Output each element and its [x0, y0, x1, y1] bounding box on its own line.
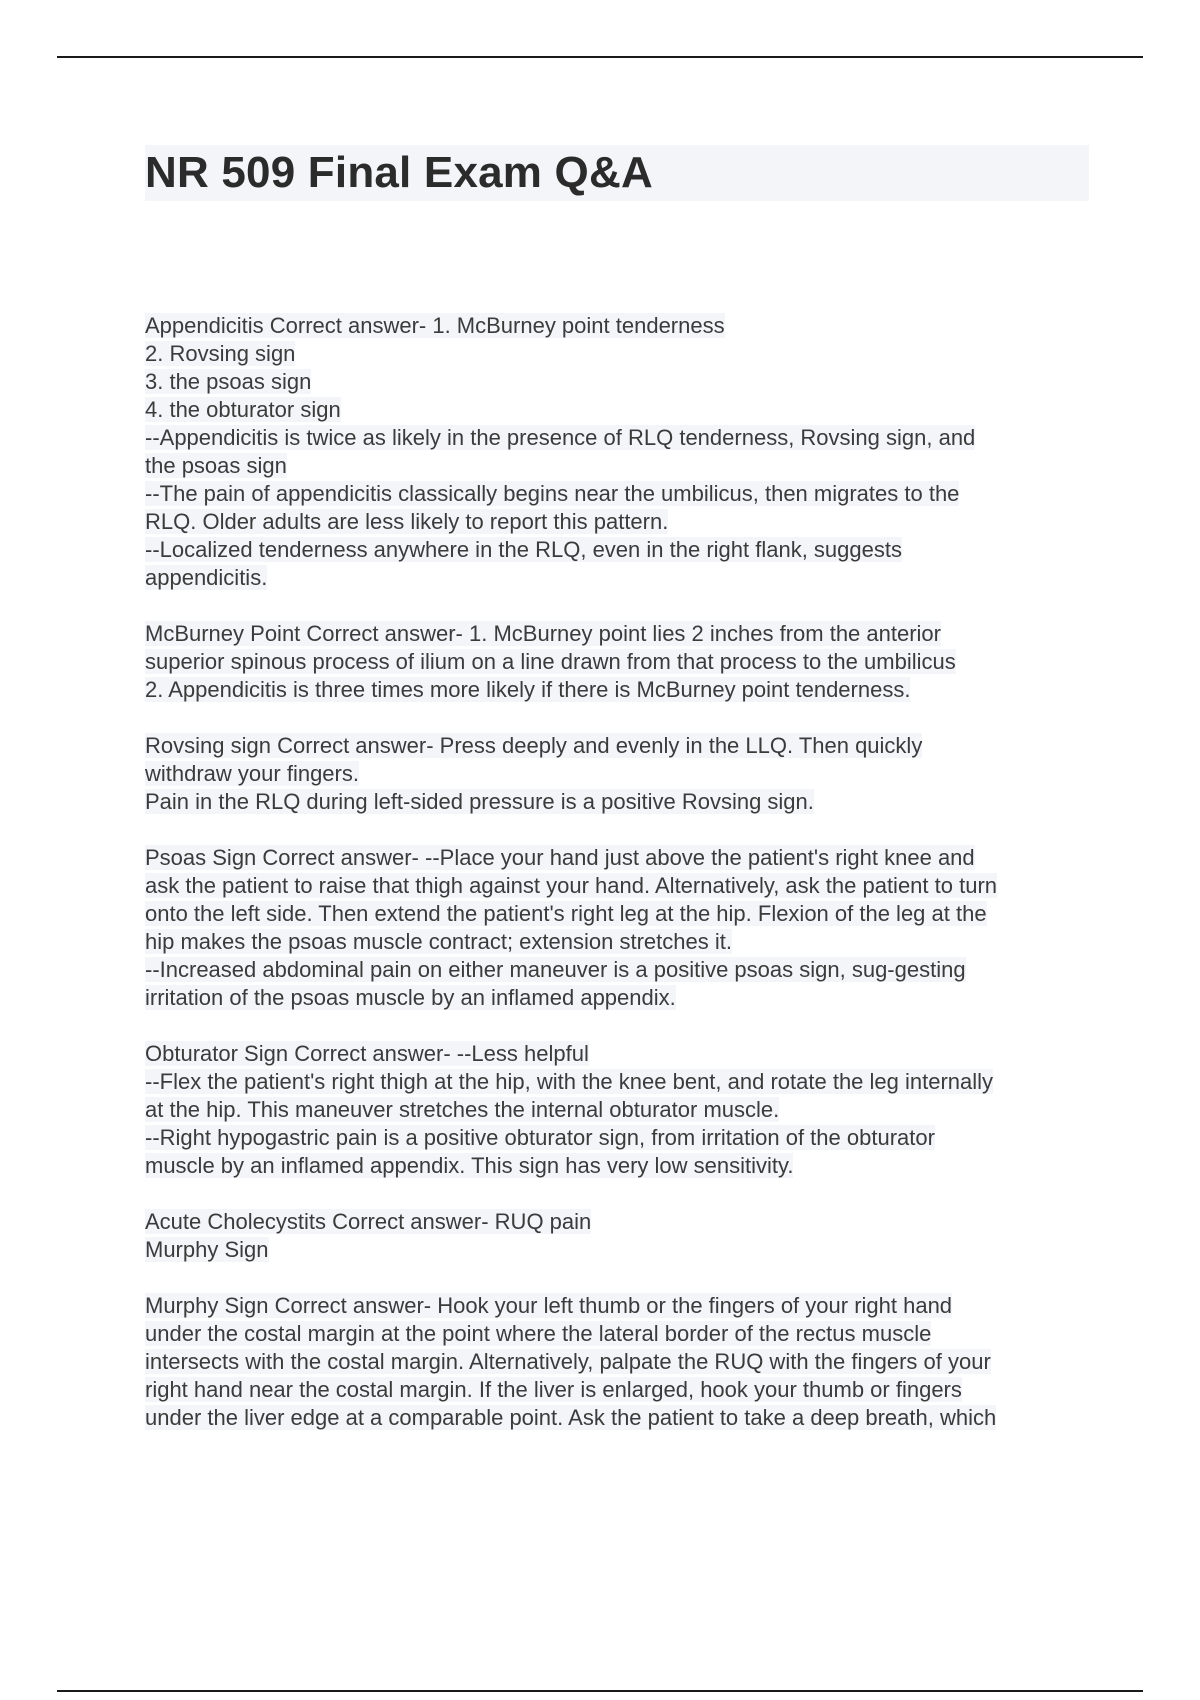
qa-line-text: ask the patient to raise that thigh against your hand. Alternatively, ask the patient to turn	[145, 873, 998, 898]
qa-entry-line	[145, 536, 1105, 564]
qa-line-text: right hand near the costal margin. If the liver is enlarged, hook your thumb or fingers	[145, 1377, 962, 1402]
qa-line-text: 2. Appendicitis is three times more likely if there is McBurney point tenderness.	[145, 677, 911, 702]
qa-entry-line	[145, 1236, 1105, 1264]
qa-line-text: --Increased abdominal pain on either maneuver is a positive psoas sign, sug-gesting	[145, 957, 966, 982]
qa-line-text: irritation of the psoas muscle by an inflamed appendix.	[145, 985, 676, 1010]
qa-line-text: the psoas sign	[145, 453, 287, 478]
qa-entry-line	[145, 1040, 1105, 1068]
qa-entry	[145, 312, 1105, 592]
qa-entry-line	[145, 1208, 1105, 1236]
qa-line-text: Acute Cholecystits Correct answer- RUQ pain	[145, 1209, 592, 1234]
qa-line-text: 2. Rovsing sign	[145, 341, 296, 366]
qa-line-text: Psoas Sign Correct answer- --Place your hand just above the patient's right knee and	[145, 845, 975, 870]
qa-line-text: Murphy Sign	[145, 1237, 269, 1262]
top-divider	[57, 56, 1143, 58]
qa-line-text: withdraw your fingers.	[145, 761, 359, 786]
qa-entry-line	[145, 844, 1105, 872]
qa-entry-line	[145, 368, 1105, 396]
qa-line-text: --Appendicitis is twice as likely in the presence of RLQ tenderness, Rovsing sign, and	[145, 425, 976, 450]
qa-line-text: Obturator Sign Correct answer- --Less helpful	[145, 1041, 589, 1066]
qa-line-text: superior spinous process of ilium on a line drawn from that process to the umbilicus	[145, 649, 956, 674]
qa-line-text: Murphy Sign Correct answer- Hook your left thumb or the fingers of your right hand	[145, 1293, 953, 1318]
qa-entry-line	[145, 984, 1105, 1012]
qa-line-text: under the costal margin at the point where the lateral border of the rectus muscle	[145, 1321, 932, 1346]
qa-entry	[145, 620, 1105, 704]
qa-entry	[145, 1040, 1105, 1180]
qa-entry	[145, 844, 1105, 1012]
qa-line-text: Appendicitis Correct answer- 1. McBurney point tenderness	[145, 313, 725, 338]
qa-entry	[145, 732, 1105, 816]
qa-entry-line	[145, 396, 1105, 424]
qa-entry	[145, 1208, 1105, 1264]
qa-line-text: RLQ. Older adults are less likely to report this pattern.	[145, 509, 669, 534]
qa-line-text: --Right hypogastric pain is a positive obturator sign, from irritation of the obturator	[145, 1125, 935, 1150]
qa-line-text: Rovsing sign Correct answer- Press deeply and evenly in the LLQ. Then quickly	[145, 733, 923, 758]
qa-entry-line	[145, 452, 1105, 480]
qa-entry-line	[145, 424, 1105, 452]
qa-content	[145, 312, 1105, 1460]
qa-line-text: under the liver edge at a comparable point. Ask the patient to take a deep breath, which	[145, 1405, 997, 1430]
qa-entry-line	[145, 620, 1105, 648]
qa-entry-line	[145, 648, 1105, 676]
qa-line-text: --Flex the patient's right thigh at the hip, with the knee bent, and rotate the leg internally	[145, 1069, 994, 1094]
qa-entry-line	[145, 1152, 1105, 1180]
qa-entry-line	[145, 480, 1105, 508]
qa-entry-line	[145, 1376, 1105, 1404]
qa-line-text: hip makes the psoas muscle contract; extension stretches it.	[145, 929, 732, 954]
qa-entry-line	[145, 872, 1105, 900]
qa-line-text: onto the left side. Then extend the patient's right leg at the hip. Flexion of the leg at the	[145, 901, 987, 926]
qa-entry-line	[145, 508, 1105, 536]
qa-entry	[145, 1292, 1105, 1432]
qa-line-text: --Localized tenderness anywhere in the RLQ, even in the right flank, suggests	[145, 537, 902, 562]
qa-entry-line	[145, 760, 1105, 788]
qa-line-text: intersects with the costal margin. Alternatively, palpate the RUQ with the fingers of your	[145, 1349, 991, 1374]
qa-entry-line	[145, 1292, 1105, 1320]
qa-line-text: McBurney Point Correct answer- 1. McBurney point lies 2 inches from the anterior	[145, 621, 941, 646]
qa-line-text: appendicitis.	[145, 565, 268, 590]
qa-entry-line	[145, 676, 1105, 704]
page-title: NR 509 Final Exam Q&A	[145, 148, 653, 197]
qa-line-text: Pain in the RLQ during left-sided pressure is a positive Rovsing sign.	[145, 789, 814, 814]
qa-entry-line	[145, 900, 1105, 928]
qa-line-text: 3. the psoas sign	[145, 369, 312, 394]
qa-entry-line	[145, 1096, 1105, 1124]
qa-entry-line	[145, 1124, 1105, 1152]
qa-entry-line	[145, 340, 1105, 368]
bottom-divider	[57, 1690, 1143, 1692]
qa-entry-line	[145, 732, 1105, 760]
qa-entry-line	[145, 1320, 1105, 1348]
qa-line-text: at the hip. This maneuver stretches the internal obturator muscle.	[145, 1097, 780, 1122]
qa-entry-line	[145, 928, 1105, 956]
qa-entry-line	[145, 1348, 1105, 1376]
qa-line-text: 4. the obturator sign	[145, 397, 341, 422]
qa-line-text: muscle by an inflamed appendix. This sign has very low sensitivity.	[145, 1153, 794, 1178]
qa-entry-line	[145, 312, 1105, 340]
qa-entry-line	[145, 1404, 1105, 1432]
qa-entry-line	[145, 1068, 1105, 1096]
qa-line-text: --The pain of appendicitis classically begins near the umbilicus, then migrates to the	[145, 481, 960, 506]
qa-entry-line	[145, 788, 1105, 816]
qa-entry-line	[145, 956, 1105, 984]
qa-entry-line	[145, 564, 1105, 592]
